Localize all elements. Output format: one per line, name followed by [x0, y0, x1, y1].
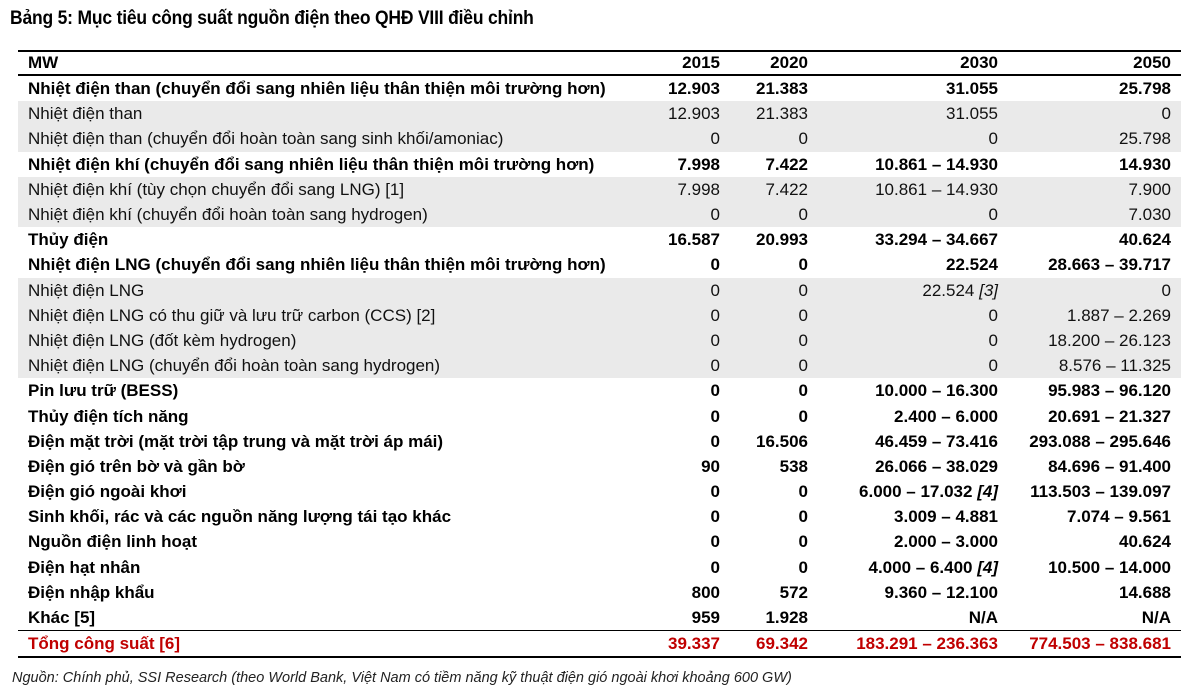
value-2015: 7.998	[677, 154, 720, 174]
value-2030-text: 31.055	[946, 79, 998, 99]
capacity-table	[18, 50, 1181, 658]
value-2020: 0	[730, 278, 818, 303]
value-2050: 18.200 – 26.123	[1008, 328, 1181, 353]
value-2030-text: 9.360 – 12.100	[884, 582, 998, 602]
value-2020: 0	[730, 202, 818, 227]
value-2030	[818, 353, 1008, 378]
value-2020: 572	[779, 582, 808, 602]
value-2030	[818, 328, 1008, 353]
value-2015: 0	[638, 278, 730, 303]
value-2020: 20.993	[756, 230, 808, 250]
value-2015: 800	[691, 582, 720, 602]
value-2015: 0	[710, 381, 720, 401]
value-2050: 40.624	[1119, 532, 1171, 552]
value-2030-text: 0	[988, 356, 998, 376]
value-2030	[818, 429, 1008, 454]
value-2015: 0	[710, 406, 720, 426]
value-2050: 14.688	[1119, 582, 1171, 602]
value-2030	[818, 454, 1008, 479]
row-label: Nhiệt điện khí (chuyển đổi sang nhiên liệu thân thiện môi trường hơn)	[28, 154, 595, 174]
value-2020: 0	[798, 507, 808, 527]
value-2030	[818, 75, 1008, 101]
row-label: Điện gió trên bờ và gần bờ	[28, 456, 245, 476]
value-2030-text: 3.009 – 4.881	[894, 507, 998, 527]
value-2020: 16.506	[756, 431, 808, 451]
value-2030-text: 26.066 – 38.029	[875, 456, 998, 476]
value-2030-text: 0	[988, 205, 998, 225]
value-2015: 0	[710, 507, 720, 527]
value-2015: 0	[710, 431, 720, 451]
value-2015: 16.587	[668, 230, 720, 250]
table-header-row	[18, 51, 1181, 75]
row-label: Tổng công suất [6]	[18, 631, 638, 658]
value-2020: 0	[798, 381, 808, 401]
value-2020: 7.422	[730, 177, 818, 202]
value-2020: 0	[798, 482, 808, 502]
table-row	[18, 75, 1181, 101]
value-2030-text: 10.861 – 14.930	[875, 179, 998, 199]
value-2030-text: 0	[988, 305, 998, 325]
header-2050: 2050	[1008, 51, 1181, 75]
value-2030	[818, 479, 1008, 504]
value-2030-text: 33.294 – 34.667	[875, 230, 998, 250]
value-2050: 293.088 – 295.646	[1029, 431, 1171, 451]
value-2050: 25.798	[1008, 126, 1181, 151]
value-2015: 959	[691, 608, 720, 628]
value-2015: 90	[701, 456, 720, 476]
value-2030	[818, 177, 1008, 202]
row-label: Thủy điện	[28, 230, 109, 250]
value-2050: 25.798	[1119, 79, 1171, 99]
value-2020: 0	[730, 303, 818, 328]
value-2050: 0	[1008, 101, 1181, 126]
table-row	[18, 529, 1181, 554]
value-2050: 0	[1008, 278, 1181, 303]
table-subrow	[18, 202, 1181, 227]
table-subrow	[18, 328, 1181, 353]
row-label: Nhiệt điện khí (tùy chọn chuyển đổi sang LNG) [1]	[18, 177, 638, 202]
table-row	[18, 555, 1181, 580]
value-2030	[818, 580, 1008, 605]
value-2020: 538	[779, 456, 808, 476]
value-2030-text: 2.400 – 6.000	[894, 406, 998, 426]
row-label: Điện mặt trời (mặt trời tập trung và mặt trời áp mái)	[28, 431, 444, 451]
table-body	[18, 75, 1181, 657]
value-2020: 0	[730, 353, 818, 378]
table-row	[18, 479, 1181, 504]
table-row	[18, 605, 1181, 631]
row-label: Nhiệt điện LNG (chuyển đổi hoàn toàn sang hydrogen)	[18, 353, 638, 378]
table-row	[18, 152, 1181, 177]
value-2050: 10.500 – 14.000	[1048, 557, 1171, 577]
table-subrow	[18, 177, 1181, 202]
value-2050: 7.030	[1008, 202, 1181, 227]
value-2020: 21.383	[730, 101, 818, 126]
row-label: Nhiệt điện LNG	[18, 278, 638, 303]
source-note: Nguồn: Chính phủ, SSI Research (theo World Bank, Việt Nam có tiềm năng kỹ thuật điện gió ngoài khơi khoảng 600 GW)	[12, 670, 792, 686]
table-title: Bảng 5: Mục tiêu công suất nguồn điện theo QHĐ VIII điều chỉnh	[10, 8, 534, 29]
footnote-ref: [4]	[977, 482, 998, 502]
value-2030-text: 183.291 – 236.363	[856, 634, 998, 654]
row-label: Điện nhập khẩu	[28, 582, 155, 602]
value-2015: 39.337	[638, 631, 730, 658]
value-2020: 1.928	[765, 608, 808, 628]
value-2020: 0	[798, 406, 808, 426]
value-2030-text: 0	[988, 129, 998, 149]
row-label: Nguồn điện linh hoạt	[28, 532, 198, 552]
row-label: Sinh khối, rác và các nguồn năng lượng tái tạo khác	[28, 507, 452, 527]
value-2050: 7.900	[1008, 177, 1181, 202]
footnote-ref: [3]	[979, 280, 998, 300]
value-2050: 113.503 – 139.097	[1030, 482, 1171, 502]
value-2015: 0	[638, 303, 730, 328]
value-2050: 14.930	[1119, 154, 1171, 174]
value-2030	[818, 303, 1008, 328]
value-2030-text: 31.055	[946, 104, 998, 124]
value-2030-text: 6.000 – 17.032	[859, 482, 973, 502]
value-2015: 12.903	[638, 101, 730, 126]
table-subrow	[18, 126, 1181, 151]
value-2030	[818, 252, 1008, 277]
row-label: Nhiệt điện than	[18, 101, 638, 126]
value-2030	[818, 378, 1008, 403]
table-subrow	[18, 278, 1181, 303]
footnote-ref: [4]	[977, 557, 998, 577]
value-2030-text: N/A	[968, 608, 998, 628]
value-2030	[818, 101, 1008, 126]
value-2030-text: 0	[988, 330, 998, 350]
value-2030	[818, 605, 1008, 631]
value-2015: 7.998	[638, 177, 730, 202]
value-2030	[818, 202, 1008, 227]
value-2050: 28.663 – 39.717	[1048, 255, 1171, 275]
value-2050: 95.983 – 96.120	[1048, 381, 1171, 401]
value-2020: 0	[730, 328, 818, 353]
value-2030	[818, 529, 1008, 554]
value-2020: 0	[798, 255, 808, 275]
row-label: Nhiệt điện LNG (chuyển đổi sang nhiên liệu thân thiện môi trường hơn)	[28, 255, 606, 275]
header-2015: 2015	[638, 51, 730, 75]
value-2050: 20.691 – 21.327	[1048, 406, 1171, 426]
value-2030	[818, 278, 1008, 303]
table-row	[18, 580, 1181, 605]
row-label: Điện hạt nhân	[28, 557, 141, 577]
table-row	[18, 227, 1181, 252]
row-label: Nhiệt điện khí (chuyển đổi hoàn toàn sang hydrogen)	[18, 202, 638, 227]
header-2020: 2020	[730, 51, 818, 75]
row-label: Nhiệt điện LNG (đốt kèm hydrogen)	[18, 328, 638, 353]
table-subrow	[18, 303, 1181, 328]
value-2020: 0	[798, 557, 808, 577]
value-2050: 40.624	[1119, 230, 1171, 250]
header-unit: MW	[18, 51, 638, 75]
table-row	[18, 403, 1181, 428]
value-2030-text: 4.000 – 6.400	[868, 557, 973, 577]
value-2030	[818, 555, 1008, 580]
table-row	[18, 504, 1181, 529]
row-label: Pin lưu trữ (BESS)	[28, 381, 179, 401]
table-row	[18, 378, 1181, 403]
value-2015: 0	[638, 353, 730, 378]
table-subrow	[18, 353, 1181, 378]
total-row	[18, 631, 1181, 658]
value-2030	[818, 631, 1008, 658]
value-2030-text: 10.000 – 16.300	[875, 381, 998, 401]
value-2030	[818, 126, 1008, 151]
value-2015: 12.903	[668, 79, 720, 99]
value-2015: 0	[638, 202, 730, 227]
row-label: Thủy điện tích năng	[28, 406, 189, 426]
value-2020: 21.383	[756, 79, 808, 99]
value-2050: 8.576 – 11.325	[1008, 353, 1181, 378]
table-row	[18, 429, 1181, 454]
row-label: Điện gió ngoài khơi	[28, 482, 187, 502]
value-2050: 7.074 – 9.561	[1067, 507, 1171, 527]
value-2030-text: 22.524	[922, 280, 975, 300]
row-label: Nhiệt điện LNG có thu giữ và lưu trữ carbon (CCS) [2]	[18, 303, 638, 328]
value-2020: 7.422	[765, 154, 808, 174]
value-2020: 0	[730, 126, 818, 151]
table-row	[18, 252, 1181, 277]
value-2015: 0	[710, 255, 720, 275]
value-2015: 0	[638, 328, 730, 353]
value-2030	[818, 152, 1008, 177]
value-2030	[818, 227, 1008, 252]
value-2015: 0	[638, 126, 730, 151]
value-2050: 1.887 – 2.269	[1008, 303, 1181, 328]
table-subrow	[18, 101, 1181, 126]
value-2015: 0	[710, 482, 720, 502]
value-2030	[818, 504, 1008, 529]
value-2030-text: 10.861 – 14.930	[875, 154, 998, 174]
value-2050: N/A	[1141, 608, 1171, 628]
value-2030-text: 46.459 – 73.416	[875, 431, 998, 451]
value-2030	[818, 403, 1008, 428]
value-2020: 0	[798, 532, 808, 552]
row-label: Khác [5]	[28, 608, 96, 628]
row-label: Nhiệt điện than (chuyển đổi sang nhiên liệu thân thiện môi trường hơn)	[28, 79, 606, 99]
table-row	[18, 454, 1181, 479]
header-2030: 2030	[818, 51, 1008, 75]
value-2015: 0	[710, 532, 720, 552]
value-2015: 0	[710, 557, 720, 577]
row-label: Nhiệt điện than (chuyển đổi hoàn toàn sang sinh khối/amoniac)	[18, 126, 638, 151]
value-2030-text: 22.524	[946, 255, 998, 275]
value-2020: 69.342	[730, 631, 818, 658]
value-2030-text: 2.000 – 3.000	[894, 532, 998, 552]
value-2050: 774.503 – 838.681	[1008, 631, 1181, 658]
value-2050: 84.696 – 91.400	[1048, 456, 1171, 476]
